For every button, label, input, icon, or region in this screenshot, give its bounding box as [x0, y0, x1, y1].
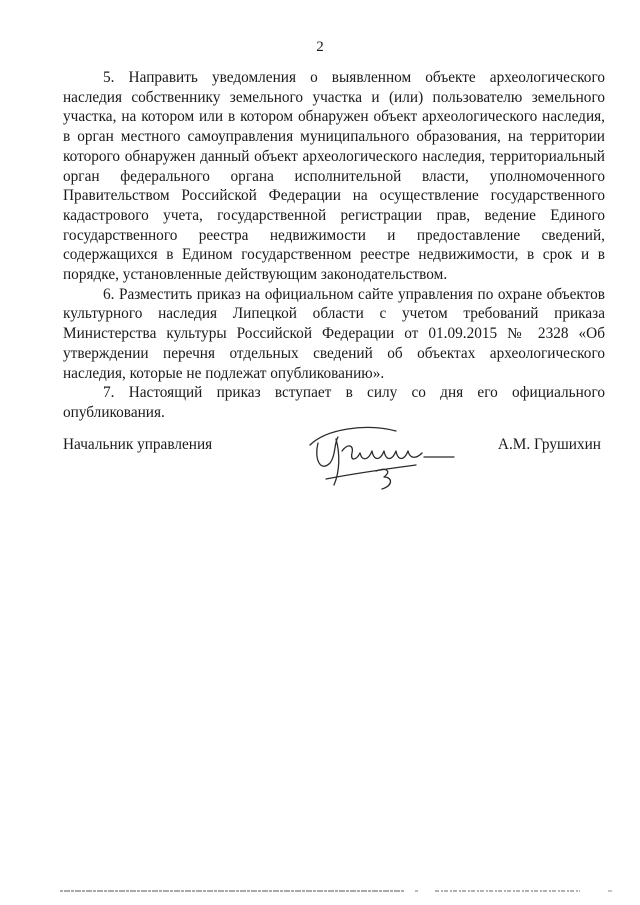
page-number: 2: [316, 39, 324, 55]
handwritten-signature: [296, 413, 496, 493]
signature-block: [63, 435, 605, 495]
document-body: [63, 68, 605, 423]
paragraph-item-5: 5. Направить уведомления о выявленном объекте археологического наследия собственнику земельного участка и (или) пользователю земельного участка, на котором или в котором обнаружен объект археологического наследия, в орган местного самоуправления муниципального образования, на территории которого обнаружен данный объект археологического наследия, территориальный орган федерального органа исполнительной власти, уполномоченного Правительством Российской Федерации на осуществление государственного кадастрового учета, государственной регистрации прав, ведение Единого государственного реестра недвижимости и предоставление сведений, содержащихся в Едином государственном реестре недвижимости, в срок и в порядке, установленные действующим законодательством.: [63, 69, 605, 284]
paragraph-item-7: 7. Настоящий приказ вступает в силу со дня его официального опубликования.: [63, 384, 605, 421]
signatory-position: Начальник управления: [63, 436, 213, 453]
signatory-name: А.М. Грушихин: [497, 436, 601, 453]
scan-artifact-line: [60, 889, 620, 893]
paragraph-item-6: 6. Разместить приказ на официальном сайте управления по охране объектов культурного наследия Липецкой области с учетом требований приказа Министерства культуры Российской Федерации от 01.09.2015 № 2328 «Об утверждении перечня отдельных сведений об объектах археологического наследия, которые не подлежат опубликованию».: [63, 285, 605, 382]
